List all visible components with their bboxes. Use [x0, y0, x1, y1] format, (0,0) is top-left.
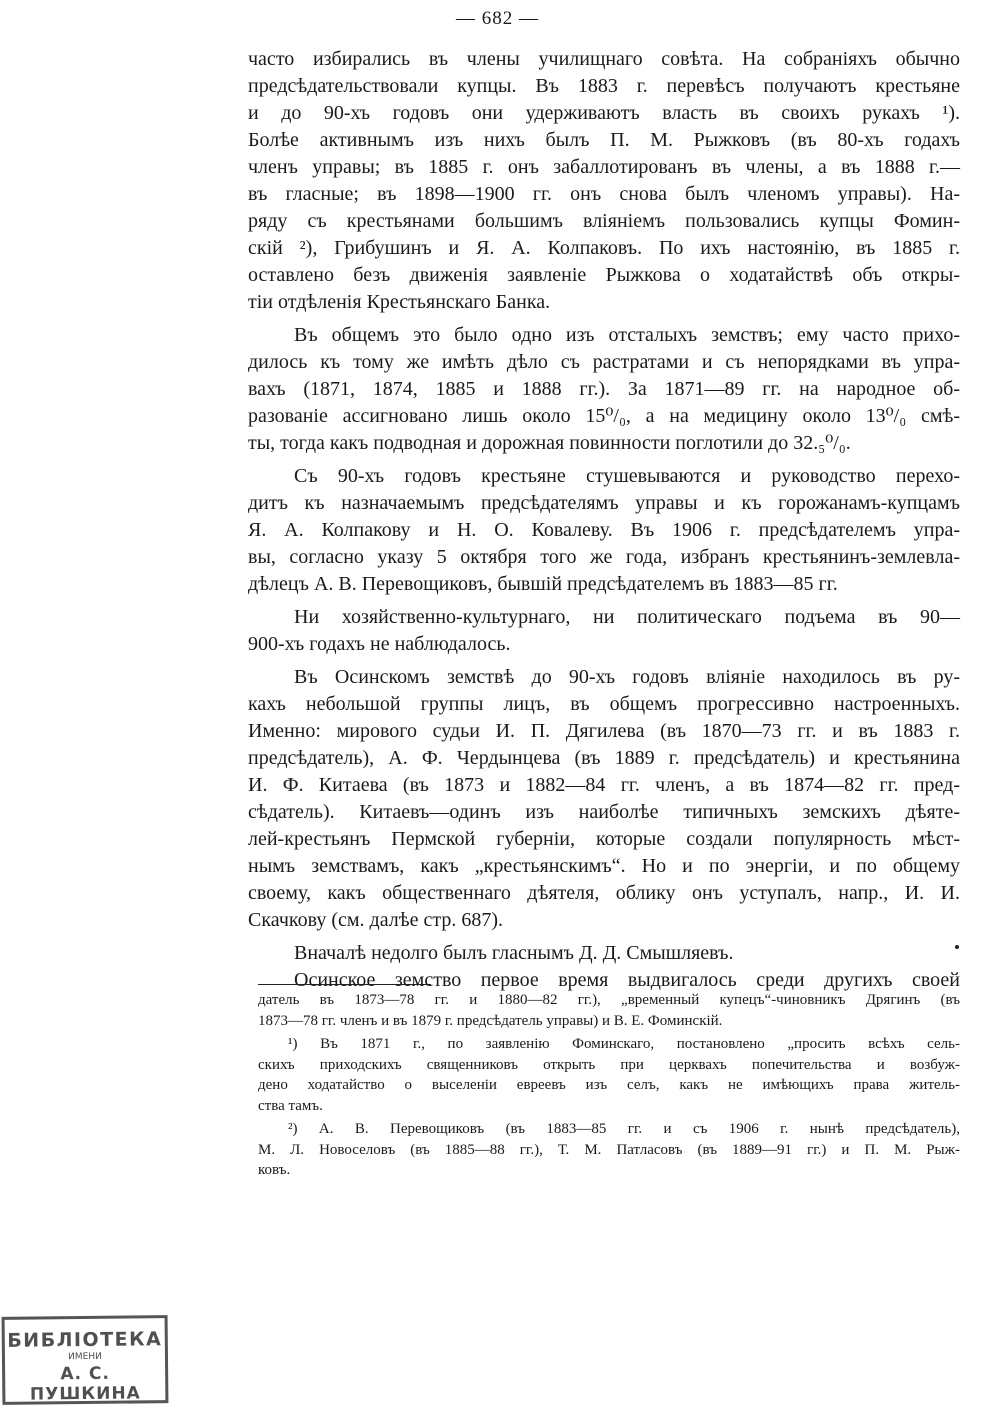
body-text-line: Ни хозяйственно-культурнаго, ни политическаго подъема въ 90—	[294, 606, 960, 628]
footnote-line: ²) А. В. Перевощиковъ (въ 1883—85 гг. и съ 1906 г. нынѣ предсѣдатель),	[288, 1121, 960, 1137]
body-text-line: членъ управы; въ 1885 г. онъ забаллотированъ въ члены, а въ 1888 г.—	[248, 156, 960, 178]
body-text-line: ряду съ крестьянами большимъ вліяніемъ пользовались купцы Фомин-	[248, 210, 960, 232]
body-text-line: сѣдатель). Китаевъ—одинъ изъ наиболѣе типичныхъ земскихъ дѣяте-	[248, 801, 960, 823]
body-text-line: Именно: мирового судьи И. П. Дягилева (въ 1870—73 гг. и въ 1883 г.	[248, 720, 960, 742]
ink-speck	[955, 945, 959, 949]
body-text-line: дитъ къ назначаемымъ предсѣдателямъ управы и къ горожанамъ-купцамъ	[248, 492, 960, 514]
body-text-line: кахъ небольшой группы лицъ, въ общемъ прогрессивно настроенныхъ.	[248, 693, 960, 715]
body-text-line: дѣлецъ А. В. Перевощиковъ, бывшій предсѣдателемъ въ 1883—85 гг.	[248, 573, 838, 595]
body-text-line: тіи отдѣленія Крестьянскаго Банка.	[248, 291, 551, 313]
footnote-separator	[258, 984, 431, 985]
stamp-line-2: ИМЕНИ	[68, 1351, 102, 1363]
body-text-line: оставлено безъ движенія заявленіе Рыжкова о ходатайствѣ объ откры-	[248, 264, 960, 286]
footnote-line: датель въ 1873—78 гг. и 1880—82 гг.), „временный купецъ“-чиновникъ Дрягинъ (въ	[258, 992, 960, 1008]
footnote-line: 1873—78 гг. членъ и въ 1879 г. предсѣдатель управы) и В. Е. Фоминскій.	[258, 1012, 723, 1029]
body-text-line: И. Ф. Китаева (въ 1873 и 1882—84 гг. членъ, а въ 1874—82 гг. пред-	[248, 774, 960, 796]
footnote-line: ковъ.	[258, 1162, 291, 1178]
stamp-line-1: БИБЛІОТЕКА	[7, 1328, 163, 1352]
footnotes	[258, 990, 960, 1181]
footnote-line: М. Л. Новоселовъ (въ 1885—88 гг.), Т. М. Патласовъ (въ 1889—91 гг.) и П. М. Рыж-	[258, 1141, 960, 1158]
body-text-line: вы, согласно указу 5 октября того же года, избранъ крестьянинъ-землевла-	[248, 546, 960, 568]
body-text-line: предсѣдательствовали купцы. Въ 1883 г. перевѣсъ получаютъ крестьяне	[248, 75, 960, 97]
body-text-line: Скачкову (см. далѣе стр. 687).	[248, 909, 504, 931]
body-text-line: разованіе ассигновано лишь около 15⁰/₀, а на медицину около 13⁰/₀ смѣ-	[248, 405, 960, 427]
library-stamp	[2, 1315, 169, 1405]
body-text-line: Осинское земство первое время выдвигалось среди другихъ своей	[294, 969, 960, 991]
page-number: — 682 —	[456, 8, 539, 29]
body-text-line: предсѣдатель), А. Ф. Чердынцева (въ 1889 г. предсѣдатель) и крестьянина	[248, 747, 960, 769]
footnote-line: ¹) Въ 1871 г., по заявленію Фоминскаго, постановлено „просить всѣхъ сель-	[288, 1036, 960, 1052]
footnote-line: ства тамъ.	[258, 1097, 323, 1114]
body-text-line: лей-крестьянъ Пермской губерніи, которые создали популярность мѣст-	[248, 828, 960, 850]
body-text-line: 900-хъ годахъ не наблюдалось.	[248, 633, 511, 655]
body-text-line: Вначалѣ недолго былъ гласнымъ Д. Д. Смышляевъ.	[294, 942, 734, 964]
body-text-line: часто избирались въ члены училищнаго совѣта. На собраніяхъ обычно	[248, 48, 960, 70]
footnote-line: скихъ приходскихъ священниковъ открыть при церквахъ попечительства и возбуж-	[258, 1056, 960, 1073]
stamp-line-3: А. С. ПУШКИНА	[29, 1363, 141, 1405]
body-text	[248, 46, 960, 994]
body-text-line: своему, какъ общественнаго дѣятеля, облику онъ уступалъ, напр., И. И.	[248, 882, 960, 904]
body-text-line: дилось къ тому же имѣть дѣло съ растратами и съ непорядками въ упра-	[248, 351, 960, 373]
footnote-line: дено ходатайство о выселеніи евреевъ изъ селъ, какъ не имѣющихъ права житель-	[258, 1077, 960, 1093]
body-text-line: вахъ (1871, 1874, 1885 и 1888 гг.). За 1871—89 гг. на народное об-	[248, 378, 960, 400]
body-text-line: скій ²), Грибушинъ и Я. А. Колпаковъ. По ихъ настоянію, въ 1885 г.	[248, 237, 960, 259]
body-text-line: Съ 90-хъ годовъ крестьяне стушевываются и руководство перехо-	[294, 465, 960, 487]
body-text-line: въ гласные; въ 1898—1900 гг. онъ снова былъ членомъ управы). На-	[248, 183, 960, 205]
body-text-line: Болѣе активнымъ изъ нихъ былъ П. М. Рыжковъ (въ 80-хъ годахъ	[248, 129, 960, 151]
body-text-line: Я. А. Колпакову и Н. О. Ковалеву. Въ 1906 г. предсѣдателемъ упра-	[248, 519, 960, 541]
body-text-line: Въ общемъ это было одно изъ отсталыхъ земствъ; ему часто прихо-	[294, 324, 960, 346]
body-text-line: нымъ земствамъ, какъ „крестьянскимъ“. Но и по энергіи, и по общему	[248, 855, 960, 877]
body-text-line: ты, тогда какъ подводная и дорожная повинности поглотили до 32.₅⁰/₀.	[248, 432, 851, 454]
body-text-line: Въ Осинскомъ земствѣ до 90-хъ годовъ вліяніе находилось въ ру-	[294, 666, 960, 688]
body-text-line: и до 90-хъ годовъ они удерживаютъ власть въ своихъ рукахъ ¹).	[248, 102, 960, 124]
